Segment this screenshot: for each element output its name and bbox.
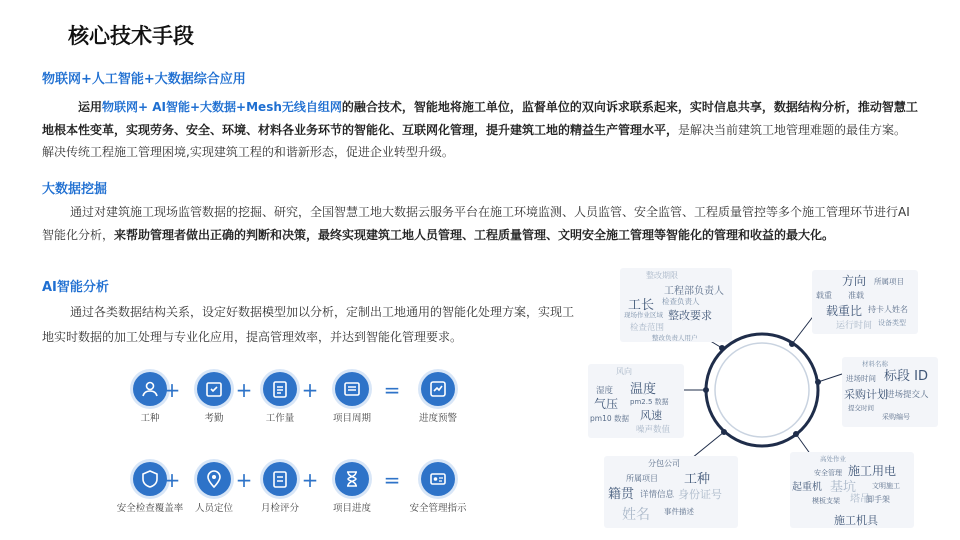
- formula-result-safety-index: 安全管理指示: [398, 462, 478, 515]
- formula-item-personnel-location: 人员定位: [182, 462, 246, 515]
- formula-result-progress-warning: 进度预警: [406, 372, 470, 425]
- section-heading-ai: AI智能分析: [42, 280, 109, 295]
- word-cloud-environment: 风向 温度 湿度 气压 pm2.5 数据 风速 pm10 数据 噪声数值: [588, 364, 684, 438]
- formula-progress-warning: [118, 372, 498, 444]
- progress-alert-icon: [421, 372, 455, 406]
- word-cloud-crane: 方向 所属项目 载重 准载 载重比 持卡人姓名 运行时间 设备类型: [812, 270, 918, 334]
- word-cloud-materials: 材料名称 标段 ID 进场时间 采购计划 进场提交人 提交时间 采购编号: [842, 357, 938, 427]
- checklist-icon: [263, 462, 297, 496]
- section-heading-iot: 物联网+人工智能+大数据综合应用: [42, 72, 246, 87]
- calendar-check-icon: [197, 372, 231, 406]
- location-pin-icon: [197, 462, 231, 496]
- plus-sign: +: [235, 468, 253, 492]
- formula-safety-index: [118, 462, 498, 534]
- plus-sign: +: [163, 468, 181, 492]
- word-cloud-inspection: 整改期限 工程部负责人 工长 检查负责人 整改要求 检查范围 整改负责人用户 现场作业区域: [620, 268, 732, 342]
- equals-sign: =: [383, 378, 401, 402]
- formula-item-project-cycle: 项目周期: [320, 372, 384, 425]
- formula-item-safety-check: 安全检查覆盖率: [114, 462, 186, 515]
- plus-sign: +: [301, 378, 319, 402]
- equals-sign: =: [383, 468, 401, 492]
- hourglass-icon: [335, 462, 369, 496]
- plus-sign: +: [163, 378, 181, 402]
- plus-sign: +: [301, 468, 319, 492]
- paragraph-iot: 运用物联网+ AI智能+大数据+Mesh无线自组网的融合技术，智能地将施工单位，监督单位的双向诉求联系起来，实时信息共享，数据结构分析，推动智慧工地根本性变革，实现劳务、安全、环境、材料各业务环节的智能化、互联网化管理，提升建筑工地的精益生产管理水平，是解决当前建筑工地管理难题的最佳方案。解决传统工程施工管理困境,实现建筑工程的和谐新形态，促进企业转型升级。: [42, 100, 918, 159]
- id-card-icon: [421, 462, 455, 496]
- formula-item-attendance: 考勤: [182, 372, 246, 425]
- word-cloud-safety: 高处作业 施工用电 安全管理 起重机 基坑 塔吊 文明施工 脚手架 模板支架 施工机具: [790, 452, 914, 528]
- word-cloud-personnel: 分包公司 工种 所属项目 籍贯 详情信息 身份证号 姓名 事件描述: [604, 456, 738, 528]
- formula-item-worktype: 工种: [118, 372, 182, 425]
- section-heading-bigdata: 大数据挖掘: [42, 182, 108, 197]
- formula-item-project-progress: 项目进度: [320, 462, 384, 515]
- formula-item-workload: 工作量: [248, 372, 312, 425]
- clipboard-icon: [263, 372, 297, 406]
- document-list-icon: [335, 372, 369, 406]
- plus-sign: +: [235, 378, 253, 402]
- page-title: 核心技术手段: [68, 24, 194, 48]
- paragraph-bigdata: 通过对建筑施工现场监管数据的挖掘、研究，全国智慧工地大数据云服务平台在施工环境监测、人员监管、安全监管、工程质量管控等多个施工管理环节进行AI智能化分析，来帮助管理者做出正确的判断和决策，最终实现建筑工地人员管理、工程质量管理、文明安全施工管理等智能化的管理和收益的最大化。: [42, 205, 910, 242]
- paragraph-ai: 通过各类数据结构关系，设定好数据模型加以分析，定制出工地通用的智能化处理方案，实现工地实时数据的加工处理与专业化应用，提高管理效率，并达到智能化管理要求。: [42, 305, 575, 344]
- formula-item-monthly-score: 月检评分: [248, 462, 312, 515]
